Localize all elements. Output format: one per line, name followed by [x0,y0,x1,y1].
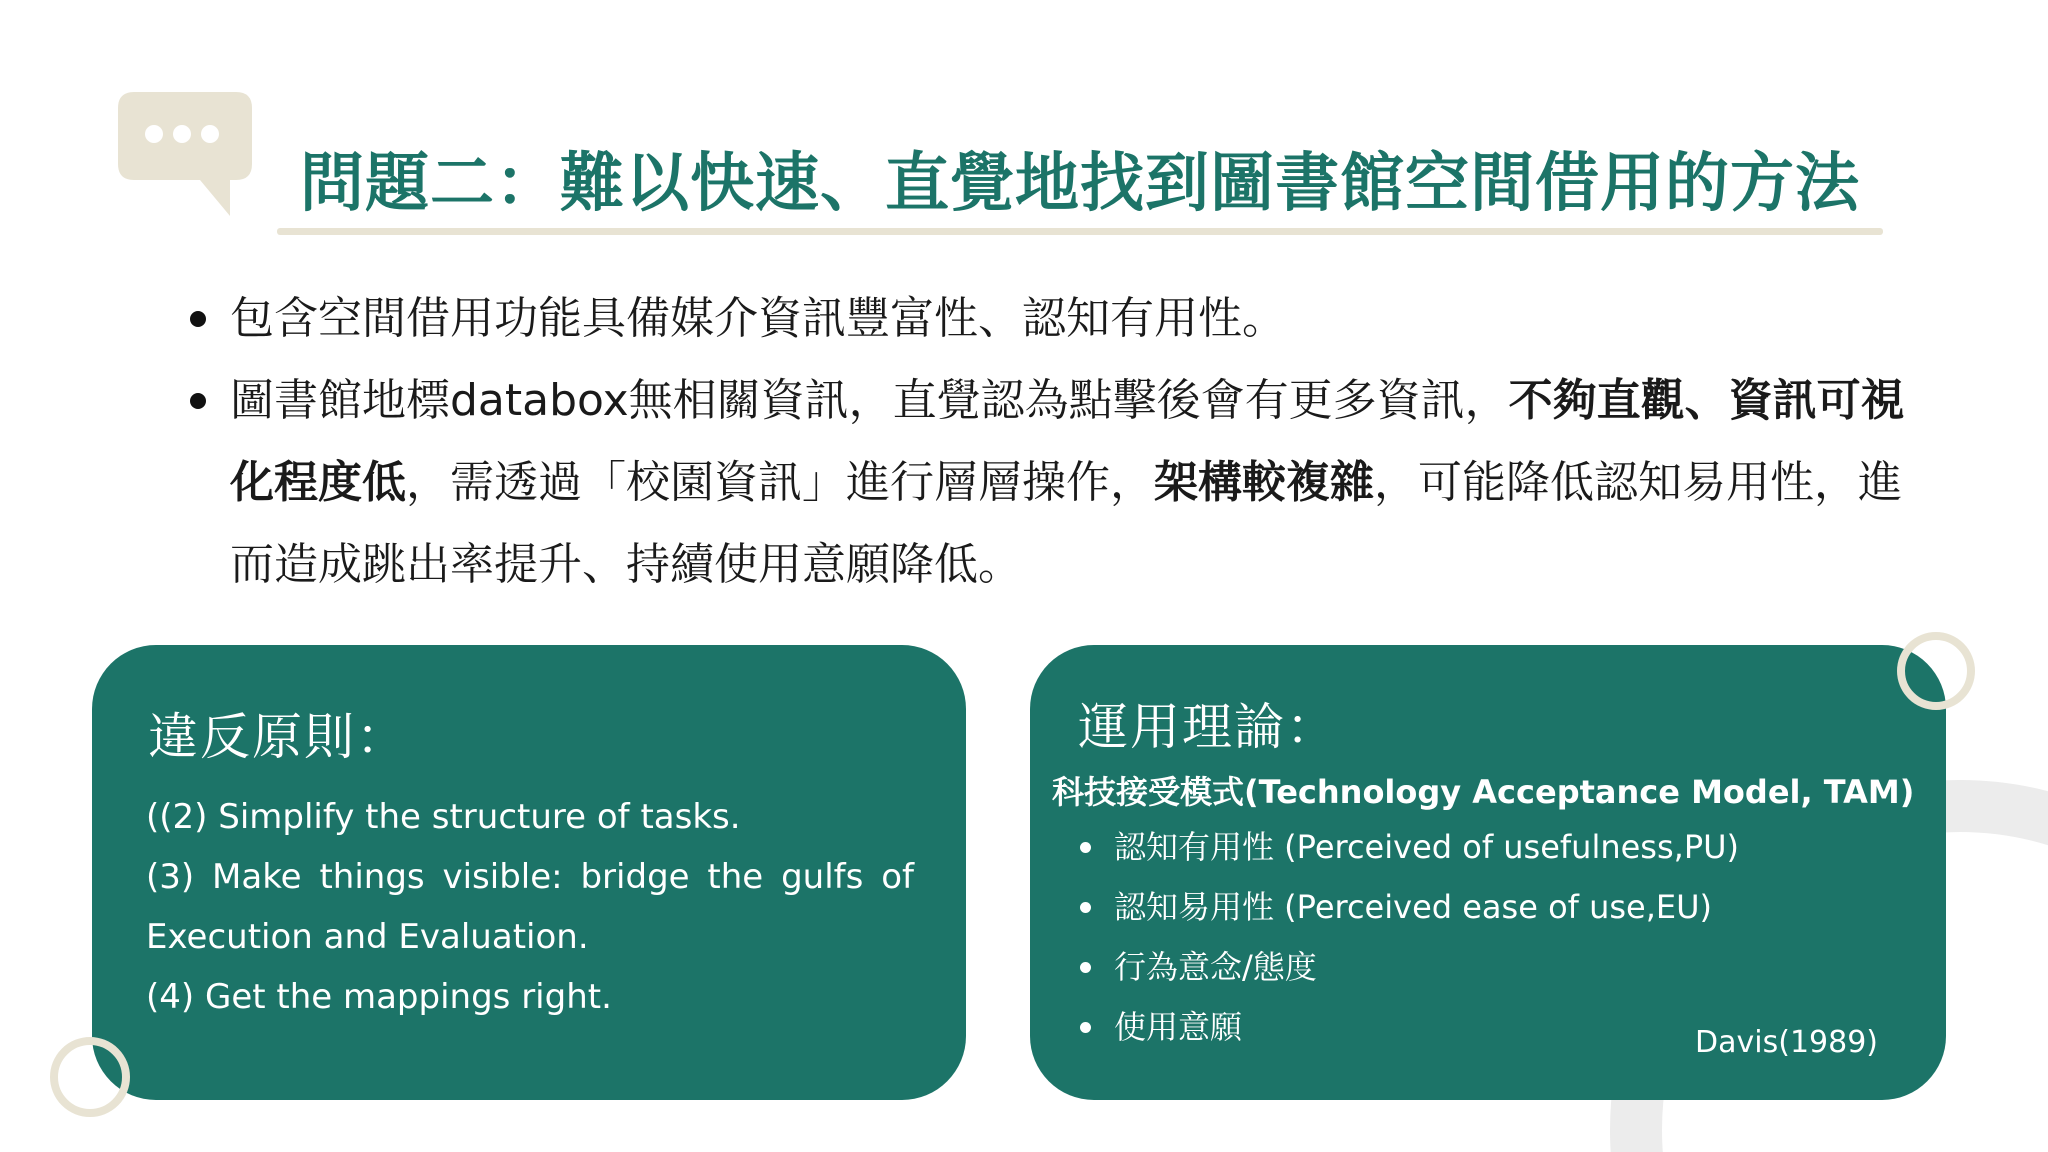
bullet-text-part: 圖書館地標databox無相關資訊，直覺認為點擊後會有更多資訊， [230,375,1509,426]
page-title: 問題二：難以快速、直覺地找到圖書館空間借用的方法 [300,147,1860,221]
citation: Davis(1989) [1695,1025,1878,1060]
list-item [1080,817,1920,877]
speech-bubble-icon [118,92,252,216]
principle-item: (4) Get the mappings right. [146,977,612,1017]
principle-item: (3) Make things visible: bridge the gulfs of Execution and Evaluation. [146,857,914,957]
bullet-text-part: ，需透過「校園資訊」進行層層操作， [406,457,1154,508]
card-heading: 運用理論： [1078,698,1338,756]
bullet-text-part: ，可能降低認知易用性，進而造成跳出率提升、持續使用意願降低。 [230,457,1902,590]
bullet-dot [1080,1022,1091,1033]
bullet-emphasis: 架構較複雜 [1154,457,1374,508]
decorative-ring [1897,632,1975,710]
bullet-emphasis: 不夠直觀、資訊可視化程度低 [230,375,1905,508]
list-item-text: 使用意願 [1114,1008,1243,1046]
card-heading: 違反原則： [148,708,408,766]
model-factors-list [1080,817,1920,1057]
bullet-dot [1080,962,1091,973]
list-item [1080,937,1920,997]
list-item-text: 認知易用性 (Perceived ease of use,EU) [1114,888,1713,926]
list-item-text: 行為意念/態度 [1114,948,1317,986]
applied-theory-card [1030,645,1946,1100]
principle-item: ((2) Simplify the structure of tasks. [146,797,741,837]
violated-principles-card [92,645,966,1100]
principles-list [146,787,914,1027]
list-item-text: 認知有用性 (Perceived of usefulness,PU) [1114,828,1740,866]
list-item [1080,877,1920,937]
bullet-list [190,278,1930,606]
model-title: 科技接受模式(Technology Acceptance Model, TAM) [1052,773,1915,811]
bullet-item [190,360,1930,606]
bullet-dot [1080,842,1091,853]
bullet-dot [1080,902,1091,913]
bullet-text: 包含空間借用功能具備媒介資訊豐富性、認知有用性。 [230,293,1286,344]
bullet-dot [190,393,206,409]
bullet-item [190,278,1930,360]
decorative-ring [50,1037,130,1117]
title-underline [277,228,1883,235]
bullet-dot [190,311,206,327]
